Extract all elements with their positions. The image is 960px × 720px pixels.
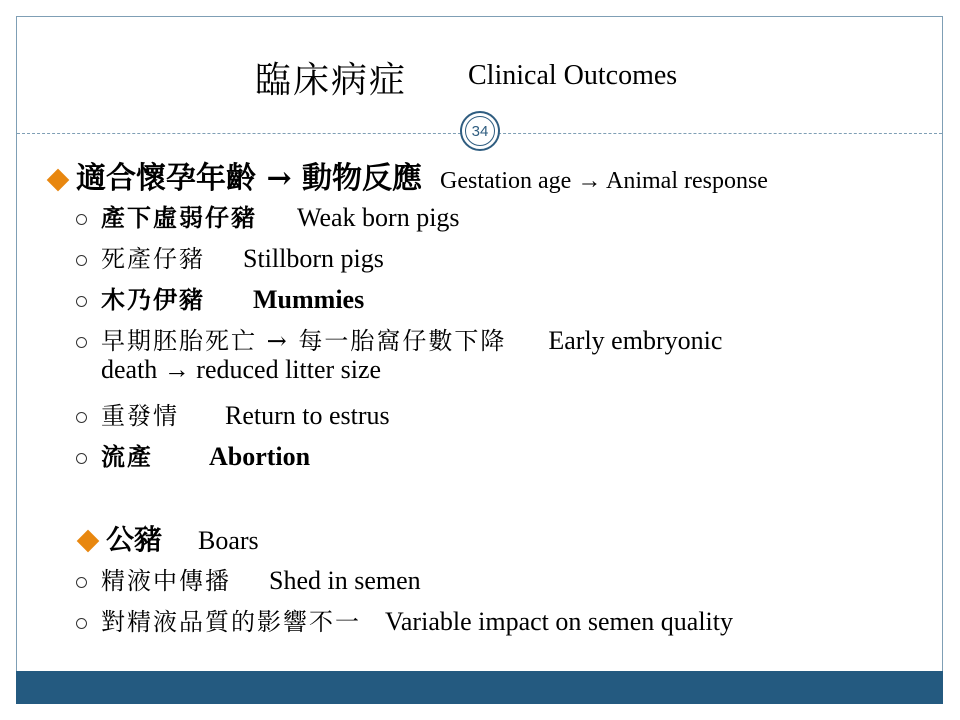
item-en: Return to estrus	[225, 401, 390, 430]
circle-bullet-icon	[76, 618, 87, 629]
slide-title-cjk: 臨床病症	[255, 60, 408, 101]
circle-bullet-icon	[76, 255, 87, 266]
circle-bullet-icon	[76, 214, 87, 225]
item-en: Stillborn pigs	[243, 244, 384, 273]
item-cjk: 早期胚胎死亡 → 每一胎窩仔數下降	[101, 327, 507, 355]
item-cjk: 產下虛弱仔豬	[101, 203, 257, 232]
section1-heading-en: Gestation age → Animal response	[440, 168, 768, 194]
section1-heading-cjk: 適合懷孕年齡 → 動物反應	[76, 161, 423, 196]
list-item	[76, 437, 310, 472]
circle-bullet-icon	[76, 577, 87, 588]
slide-title-en: Clinical Outcomes	[468, 60, 678, 91]
list-item	[76, 321, 722, 356]
item-en: Shed in semen	[269, 566, 421, 595]
item-en: Variable impact on semen quality	[385, 607, 734, 636]
list-item	[76, 280, 364, 315]
list-item	[76, 396, 390, 431]
section2-heading-en: Boars	[198, 526, 259, 555]
list-item	[76, 561, 421, 596]
page-number: 34	[465, 116, 495, 146]
circle-bullet-icon	[76, 453, 87, 464]
diamond-bullet-icon	[47, 169, 70, 192]
item-en: Abortion	[209, 442, 311, 471]
item-cjk: 精液中傳播	[101, 567, 231, 595]
list-item	[76, 239, 384, 274]
item-cjk: 流產	[101, 442, 153, 471]
item-cjk: 重發情	[101, 402, 179, 430]
section2-heading	[80, 518, 259, 558]
item-en: Weak born pigs	[297, 203, 460, 232]
item-en-continuation: death → reduced litter size	[101, 355, 382, 384]
section1-heading	[50, 153, 768, 197]
circle-bullet-icon	[76, 337, 87, 348]
page-number-badge	[460, 111, 500, 151]
list-item	[76, 602, 733, 637]
item-en: Early embryonic	[548, 326, 723, 355]
diamond-bullet-icon	[77, 530, 100, 553]
item-en: Mummies	[253, 285, 365, 314]
list-item	[76, 198, 460, 233]
section2-heading-cjk: 公豬	[106, 523, 163, 556]
item-cjk: 對精液品質的影響不一	[101, 608, 361, 636]
circle-bullet-icon	[76, 412, 87, 423]
circle-bullet-icon	[76, 296, 87, 307]
footer-bar	[16, 671, 943, 704]
item-cjk: 死產仔豬	[101, 245, 205, 273]
item-cjk: 木乃伊豬	[101, 285, 205, 314]
